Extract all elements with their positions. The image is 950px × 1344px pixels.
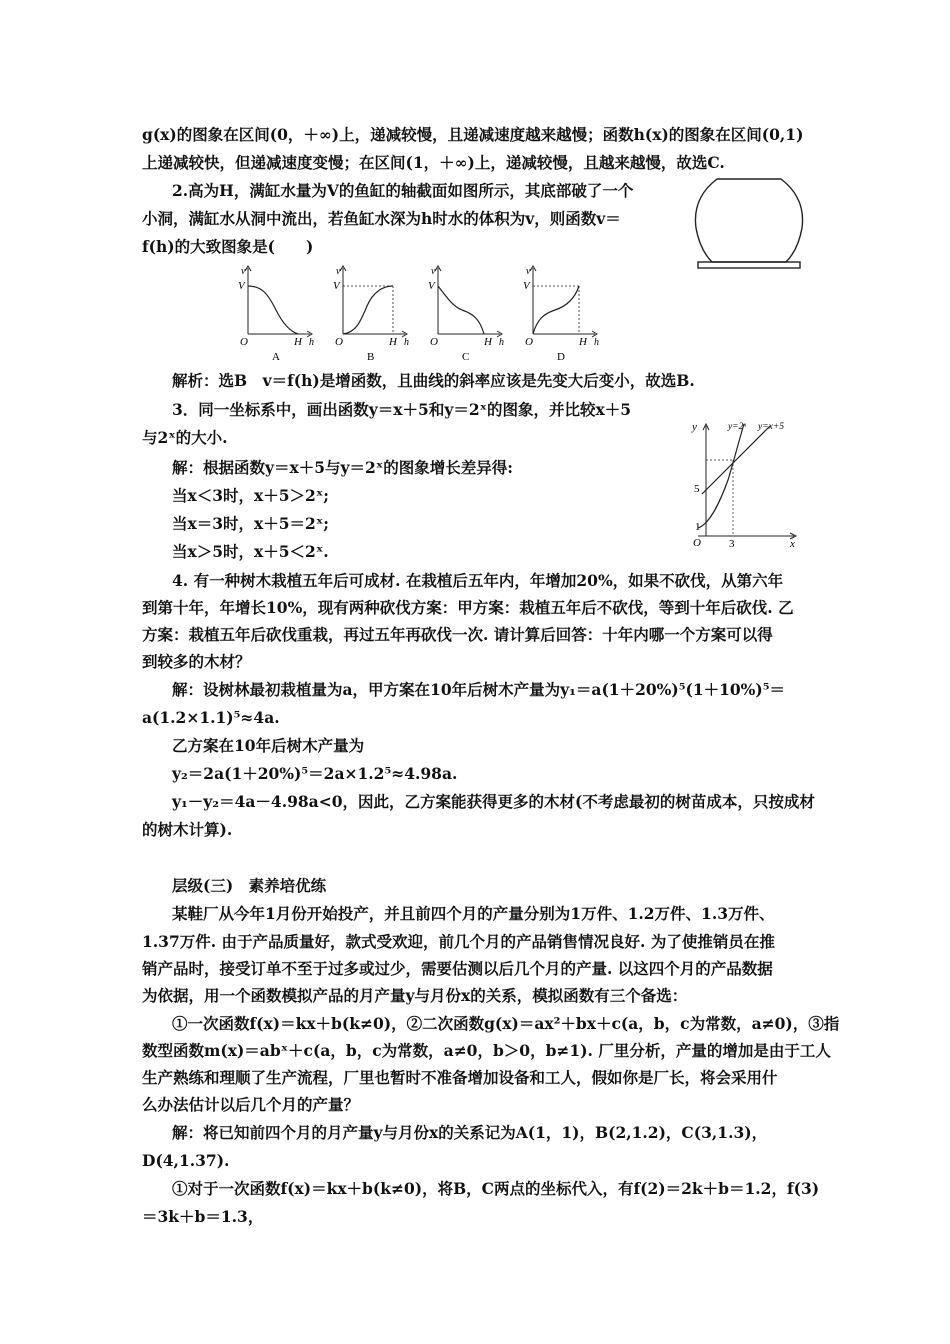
curve-exp-label: y=2ˣ [728,422,747,432]
text-line: 解：设树林最初栽植量为a，甲方案在10年后树木产量为y₁＝a(1＋20%)⁵(1＋10%)⁵＝ [172,680,786,699]
axis-V-label: V [523,280,530,292]
fish-tank-figure [684,176,814,276]
text-line: 数型函数m(x)＝abˣ＋c(a，b，c为常数，a≠0，b＞0，b≠1). 厂里分析，产量的增加是由于工人 [142,1041,831,1060]
origin-label: O [240,336,248,348]
text-line: 解析：选B v＝f(h)是增函数，且曲线的斜率应该是先变大后变小，故选B. [172,371,695,390]
text-line: 么办法估计以后几个月的产量？ [142,1095,360,1114]
text-line: 小洞，满缸水从洞中流出，若鱼缸水深为h时水的体积为v，则函数v＝ [142,209,621,228]
option-graph-c [428,266,504,362]
text-line: 层级(三) 素养培优练 [172,876,327,895]
origin-label: O [693,537,701,549]
axis-y-label: y [692,421,697,433]
text-line: 生产熟练和理顺了生产流程，厂里也暂时不准备增加设备和工人，假如你是厂长，将会采用什 [142,1068,778,1087]
text-line: 4. 有一种树木栽植五年后可成材. 在栽植后五年内，年增加20%，如果不砍伐，从第六年 [172,571,784,590]
option-graph-b [333,266,409,362]
text-line: y₁－y₂＝4a－4.98a<0，因此，乙方案能获得更多的木材(不考虑最初的树苗成本，只按成材 [172,792,815,811]
text-line: f(h)的大致图象是( ) [142,237,314,256]
text-line: D(4,1.37). [142,1151,230,1170]
axis-x-label: x [790,538,795,550]
text-line: 当x＝3时，x＋5＝2ˣ; [172,514,329,533]
text-line: 到第十年，年增长10%，现有两种砍伐方案：甲方案：栽植五年后不砍伐，等到十年后砍伐. 乙 [142,598,794,617]
text-line: 方案：栽植五年后砍伐重栽，再过五年再砍伐一次. 请计算后回答：十年内哪一个方案可以得 [142,625,773,644]
text-line: 乙方案在10年后树木产量为 [172,736,365,755]
text-line: 为依据，用一个函数模拟产品的月产量y与月份x的关系，模拟函数有三个备选： [142,986,688,1005]
axis-h-label: h [594,337,599,348]
text-line: 2.高为H，满缸水量为V的鱼缸的轴截面如图所示，其底部破了一个 [172,181,634,200]
curve-lin-label: y=x+5 [758,422,785,432]
axis-h-label: h [309,337,314,348]
tick-y-5: 5 [694,483,700,495]
option-graph-a [238,266,314,362]
origin-label: O [335,336,343,348]
text-line: g(x)的图象在区间(0，＋∞)上，递减较慢，且递减速度越来越慢；函数h(x)的图象在区间(0,1) [142,125,804,144]
axis-h-label: h [404,337,409,348]
curve-exp [698,422,747,528]
option-graph-d [523,266,599,362]
text-line: 1.37万件. 由于产品质量好，款式受欢迎，前几个月的产品销售情况良好. 为了使推销员在推 [142,932,775,951]
text-line: 到较多的木材？ [142,652,251,671]
text-line: 当x＞5时，x＋5＜2ˣ. [172,542,329,561]
option-letter: C [462,351,470,362]
axis-v-label: v [241,266,246,277]
text-line: ①一次函数f(x)＝kx＋b(k≠0)，②二次函数g(x)＝ax²＋bx＋c(a，b，c为常数，a≠0)，③指 [172,1014,840,1033]
origin-label: O [525,336,533,348]
text-line: y₂＝2a(1＋20%)⁵＝2a×1.2⁵≈4.98a. [172,764,458,783]
text-line: 3．同一坐标系中，画出函数y＝x＋5和y＝2ˣ的图象，并比较x＋5 [172,400,632,419]
text-line: ＝3k＋b＝1.3， [142,1207,264,1226]
problem3-graph [684,416,804,550]
axis-H-label: H [484,336,492,348]
text-line: 解：将已知前四个月的月产量y与月份x的关系记为A(1，1)，B(2,1.2)，C(3,1.3)， [172,1123,768,1142]
text-line: 上递减较快，但递减速度变慢；在区间(1，＋∞)上，递减较慢，且越来越慢，故选C. [142,153,725,172]
text-line: 某鞋厂从今年1月份开始投产，并且前四个月的产量分别为1万件、1.2万件、1.3万件、 [172,904,775,923]
tick-y-1: 1 [695,521,701,533]
option-graphs [232,262,612,362]
curve-lin [702,426,770,494]
tick-x-3: 3 [729,538,735,550]
tank-outline [695,179,802,262]
axis-H-label: H [294,336,302,348]
option-letter: B [367,351,375,362]
axis-h-label: h [499,337,504,348]
axis-v-label: v [526,266,531,277]
axis-H-label: H [579,336,587,348]
option-letter: A [272,351,280,362]
axis-V-label: V [238,280,245,292]
tank-base [698,262,800,268]
option-letter: D [557,351,565,362]
text-line: ①对于一次函数f(x)＝kx＋b(k≠0)，将B，C两点的坐标代入，有f(2)＝2k＋b＝1.2，f(3) [172,1179,820,1198]
text-line: 销产品时，接受订单不至于过多或过少，需要估测以后几个月的产量. 以这四个月的产品数据 [142,959,773,978]
text-line: 的树木计算). [142,820,233,839]
axis-v-label: v [336,266,341,277]
text-line: 与2ˣ的大小. [142,428,228,447]
axis-V-label: V [333,280,340,292]
axis-v-label: v [431,266,436,277]
axis-V-label: V [428,280,435,292]
origin-label: O [430,336,438,348]
text-line: 当x＜3时，x＋5＞2ˣ; [172,486,329,505]
text-line: 解：根据函数y＝x＋5与y＝2ˣ的图象增长差异得: [172,458,513,477]
axis-H-label: H [389,336,397,348]
text-line: a(1.2×1.1)⁵≈4a. [142,708,280,727]
